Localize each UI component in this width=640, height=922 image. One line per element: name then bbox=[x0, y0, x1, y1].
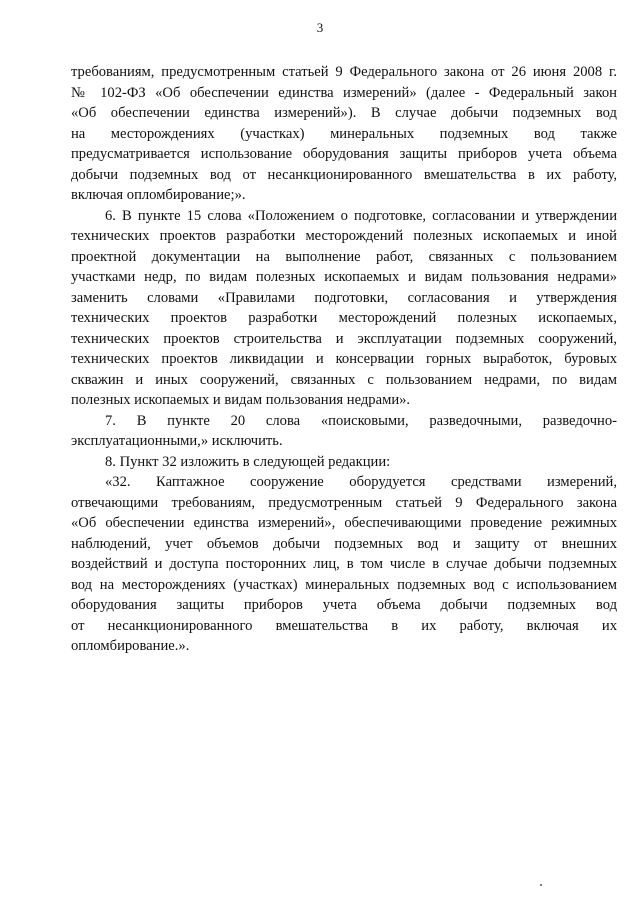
text-line: технических проектов разработки месторождений полезных ископаемых, bbox=[71, 310, 617, 326]
text-line: технических проектов строительства и эксплуатации подземных сооружений, bbox=[71, 330, 617, 347]
text-line: от несанкционированного вмешательства в их работу, включая их bbox=[71, 617, 617, 634]
text-line: добычи подземных вод от несанкционированного вмешательства в их работу, bbox=[71, 166, 617, 183]
text-line: скважин и иных сооружений, связанных с пользованием недрами, по видам bbox=[71, 371, 617, 388]
text-line: полезных ископаемых и видам пользования недрами». bbox=[71, 392, 411, 408]
text-line: оборудования защиты приборов учета объема добычи подземных вод bbox=[71, 597, 617, 613]
text-line: воздействий и доступа посторонних лиц, в том числе в случае добычи подземных bbox=[71, 556, 617, 572]
text-line: опломбирование.». bbox=[71, 638, 190, 654]
text-line: 8. Пункт 32 изложить в следующей редакции: bbox=[105, 453, 391, 470]
text-line: № 102-ФЗ «Об обеспечении единства измерений» (далее - Федеральный закон bbox=[71, 84, 617, 101]
scan-speck bbox=[540, 884, 542, 886]
text-line: участками недр, по видам полезных ископаемых и видам пользования недрами» bbox=[71, 269, 617, 285]
page-number: 3 bbox=[316, 20, 324, 35]
text-line: «Об обеспечении единства измерений», обеспечивающими проведение режимных bbox=[71, 515, 617, 531]
text-line: отвечающими требованиям, предусмотренным статьей 9 Федерального закона bbox=[71, 494, 617, 511]
text-line: технических проектов ликвидации и консервации горных выработок, буровых bbox=[71, 351, 617, 367]
text-line: включая опломбирование;». bbox=[71, 187, 246, 203]
document-body bbox=[71, 62, 617, 657]
text-line: проектной документации на выполнение работ, связанных с пользованием bbox=[71, 248, 617, 265]
text-line: предусматривается использование оборудования защиты приборов учета объема bbox=[71, 146, 617, 162]
text-line: вод на месторождениях (участках) минеральных подземных вод с использованием bbox=[71, 576, 617, 593]
text-line: заменить словами «Правилами подготовки, согласования и утверждения bbox=[71, 289, 617, 306]
text-line: на месторождениях (участках) минеральных подземных вод также bbox=[71, 125, 617, 142]
text-line: технических проектов разработки месторождений полезных ископаемых и иной bbox=[71, 228, 617, 244]
text-line: требованиям, предусмотренным статьей 9 Федерального закона от 26 июня 2008 г. bbox=[71, 64, 617, 80]
text-line: «Об обеспечении единства измерений»). В случае добычи подземных вод bbox=[71, 105, 617, 121]
text-line: «32. Каптажное сооружение оборудуется средствами измерений, bbox=[105, 474, 617, 490]
text-line: 7. В пункте 20 слова «поисковыми, разведочными, разведочно- bbox=[105, 412, 617, 429]
text-line: 6. В пункте 15 слова «Положением о подготовке, согласовании и утверждении bbox=[105, 207, 617, 224]
text-line: наблюдений, учет объемов добычи подземных вод и защиту от внешних bbox=[71, 535, 617, 552]
text-line: эксплуатационными,» исключить. bbox=[71, 433, 283, 449]
